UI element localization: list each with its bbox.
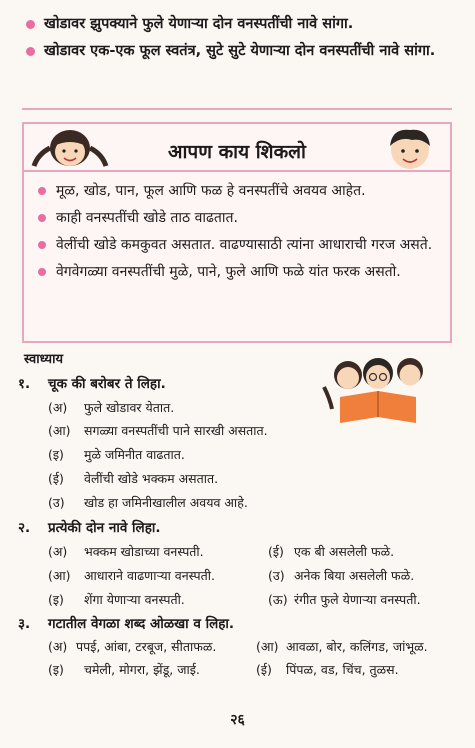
question-number: २. [18,520,31,536]
q3-item [256,638,428,655]
item-text: आधाराने वाढणाऱ्या वनस्पती. [84,568,215,583]
learned-points [36,180,446,288]
item-text: शेंगा येणाऱ्या वनस्पती. [84,592,185,607]
learned-point-text: काही वनस्पतींची खोडे ताठ वाढतात. [56,210,238,226]
question-number: ३. [18,616,31,632]
item-label: (आ) [48,423,71,438]
item-label: (अ) [48,639,68,654]
bullet-dot-icon [26,20,35,29]
children-reading-icon [318,347,438,427]
q2-item [48,543,204,560]
item-text: पपई, आंबा, टरबूज, सीताफळ. [76,639,217,654]
q2-item [48,591,185,608]
question-2 [18,518,161,536]
item-label: (आ) [48,568,71,583]
bullet-dot-icon [38,214,46,222]
learned-point-text: वेगवेगळ्या वनस्पतींची मुळे, पाने, फुले आणि फळे यांत फरक असतो. [56,264,401,280]
item-text: रंगीत फुले येणाऱ्या वनस्पती. [294,592,421,607]
item-text: भक्कम खोडाच्या वनस्पती. [84,544,204,559]
learned-point-text: वेलींची खोडे कमकुवत असतात. वाढण्यासाठी त्यांना आधाराची गरज असते. [56,237,433,253]
item-label: (अ) [48,400,68,415]
item-text: चमेली, मोगरा, झेंडू, जाई. [84,662,200,677]
question-3 [18,614,234,632]
item-text: आवळा, बोर, कलिंगड, जांभूळ. [286,639,428,654]
item-text: पिंपळ, वड, चिंच, तुळस. [286,662,399,677]
q1-item [48,399,174,416]
page-number: २६ [230,712,245,728]
learned-point-text: मूळ, खोड, पान, फूल आणि फळ हे वनस्पतींचे अवयव आहेत. [56,183,366,199]
item-label: (ई) [268,544,284,559]
q1-item [48,494,248,511]
item-text: मुळे जमिनीत वाढतात. [84,447,185,462]
item-text: फुले खोडावर येतात. [84,400,175,415]
learned-point [36,234,446,256]
q1-item [48,470,218,487]
question-text: गटातील वेगळा शब्द ओळखा व लिहा. [48,616,235,632]
q3-item [48,661,200,678]
top-bullet [22,12,462,36]
item-label: (इ) [48,447,64,462]
item-label: (उ) [48,495,65,510]
q2-item [48,567,215,584]
question-1 [18,374,166,392]
top-bullet-list [22,12,462,63]
learned-point [36,180,446,202]
item-label: (ई) [48,471,64,486]
question-text: प्रत्येकी दोन नावे लिहा. [48,520,161,536]
item-text: खोड हा जमिनीखालील अवयव आहे. [84,495,248,510]
top-bullet [22,39,462,63]
q2-item [268,591,421,608]
top-bullet-text: खोडावर एक-एक फूल स्वतंत्र, सुटे सुटे येणाऱ्या दोन वनस्पतींची नावे सांगा. [44,43,436,59]
learned-box-title: आपण काय शिकलो [168,141,306,163]
item-label: (ई) [256,662,272,677]
item-text: अनेक बिया असलेली फळे. [294,568,415,583]
item-label: (अ) [48,544,68,559]
bullet-dot-icon [26,47,35,56]
question-text: चूक की बरोबर ते लिहा. [48,376,166,392]
exercise-title: स्वाध्याय [24,352,63,367]
q1-item [48,446,185,463]
section-divider [22,108,452,110]
item-label: (इ) [48,592,64,607]
top-bullet-text: खोडावर झुपक्याने फुले येणाऱ्या दोन वनस्पतींची नावे सांगा. [44,16,354,32]
q1-item [48,422,268,439]
bullet-dot-icon [38,268,46,276]
q2-item [268,567,414,584]
item-text: वेलींची खोडे भक्कम असतात. [84,471,219,486]
item-label: (इ) [48,662,64,677]
item-label: (आ) [256,639,279,654]
learned-box [22,122,452,343]
item-label: (ऊ) [268,592,288,607]
q2-item [268,543,394,560]
learned-box-header [24,124,450,172]
bullet-dot-icon [38,241,46,249]
bullet-dot-icon [38,187,46,195]
item-text: एक बी असलेली फळे. [294,544,395,559]
item-text: सगळ्या वनस्पतींची पाने सारखी असतात. [84,423,268,438]
q3-item [256,661,399,678]
learned-point [36,261,446,283]
question-number: १. [18,376,31,392]
item-label: (उ) [268,568,285,583]
boy-face-icon [372,124,448,174]
learned-point [36,207,446,229]
q3-item [48,638,216,655]
